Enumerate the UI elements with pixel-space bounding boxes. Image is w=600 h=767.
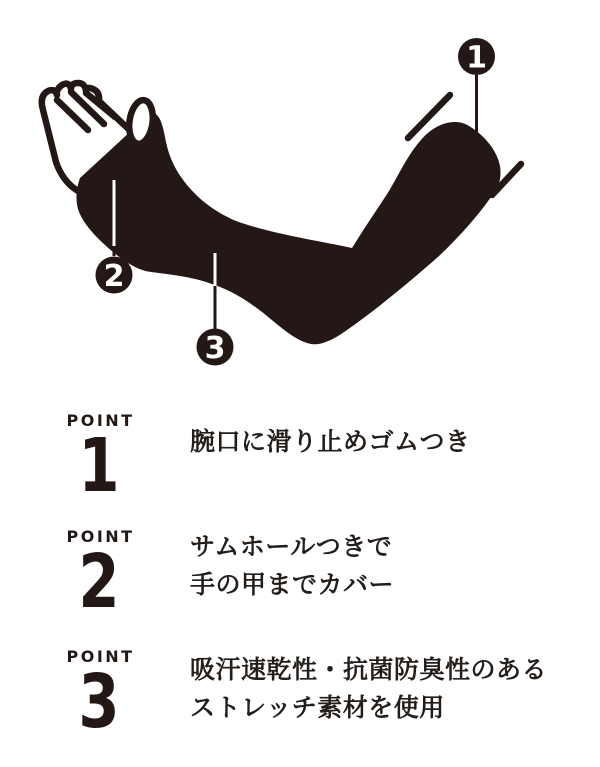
callout-1-number: 1 (466, 40, 487, 76)
point-2-label: POINT (66, 527, 135, 546)
point-3-line-1: 吸汗速乾性・抗菌防臭性のある (190, 655, 548, 684)
point-1-badge (64, 408, 134, 520)
point-row-1 (0, 408, 600, 520)
callout-2 (96, 257, 133, 295)
point-2-badge (64, 524, 134, 636)
point-1-line-1: 腕口に滑り止めゴムつき (190, 427, 471, 456)
point-2-text (190, 528, 590, 604)
point-3-text (190, 651, 590, 727)
point-2-number: 2 (78, 539, 120, 625)
point-3-badge (64, 644, 134, 756)
point-row-2 (0, 524, 600, 636)
callout-2-number: 2 (103, 259, 125, 294)
point-row-3 (0, 644, 600, 756)
point-1-label: POINT (66, 411, 135, 430)
callout-3 (197, 329, 234, 367)
point-1-number: 1 (78, 423, 120, 509)
point-2-line-2: 手の甲までカバー (190, 570, 395, 599)
point-3-number: 3 (78, 659, 120, 745)
point-1-text (190, 423, 590, 461)
point-3-line-2: ストレッチ素材を使用 (190, 693, 445, 722)
callout-1 (458, 38, 495, 76)
point-3-label: POINT (66, 647, 135, 666)
callout-3-number: 3 (204, 331, 226, 366)
sleeve-silhouette (76, 112, 500, 344)
point-2-line-1: サムホールつきで (190, 532, 393, 561)
